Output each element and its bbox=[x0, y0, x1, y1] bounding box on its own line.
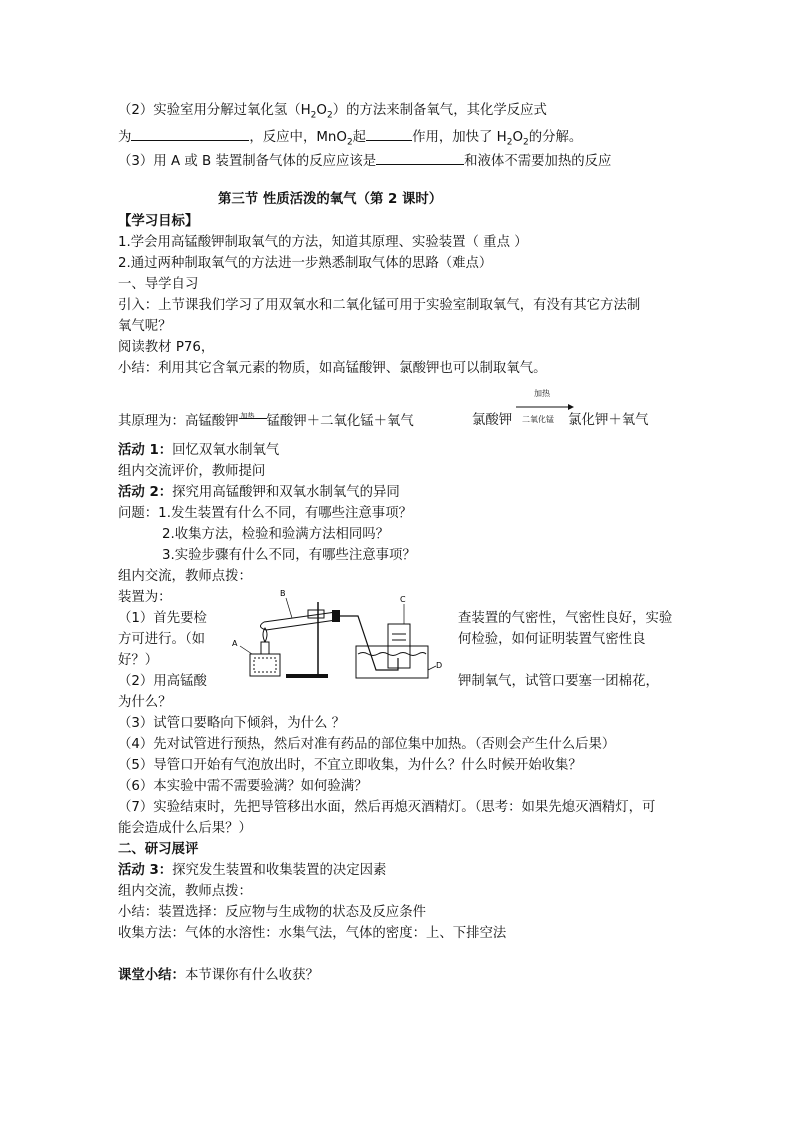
note-1c: 好？） bbox=[118, 653, 159, 668]
activity-1: 活动 1：回忆双氧水制氧气 bbox=[118, 443, 280, 458]
goals-heading: 【学习目标】 bbox=[118, 214, 199, 229]
intro-question-line-2: 氧气呢？ bbox=[118, 319, 172, 334]
activity-1-note: 组内交流评价，教师提问 bbox=[118, 464, 266, 479]
note-7-line-1: （7）实验结束时，先把导管移出水面，然后再熄灭酒精灯。（思考：如果先熄灭酒精灯，可 bbox=[118, 800, 656, 815]
note-1b-left: 方可进行。（如 bbox=[118, 632, 206, 647]
section-title: 第三节 性质活泼的氧气（第 2 课时） bbox=[218, 192, 443, 207]
answer-blank[interactable] bbox=[376, 150, 464, 165]
reaction-2-products: 氯化钾＋氧气 bbox=[568, 413, 649, 428]
intro-question-line-1: 引入：上节课我们学习了用双氧水和二氧化锰可用于实验室制取氧气，有没有其它方法制 bbox=[118, 298, 641, 313]
question-2-line-1: （2）实验室用分解过氧化氢$(H_2O_2)$的方法来制备氧气，其化学反应式 bbox=[118, 103, 547, 121]
answer-blank[interactable] bbox=[131, 126, 249, 141]
question-3: （3）用 A 或 B 装置制备气体的反应应该是 和液体不需要加热的反应 bbox=[118, 150, 611, 172]
discussion-note-2: 组内交流，教师点拨： bbox=[118, 884, 252, 899]
reaction-2-reactant: 氯酸钾 bbox=[472, 413, 513, 428]
note-7-line-2: 能会造成什么后果？） bbox=[118, 821, 252, 836]
summary-1: 小结：利用其它含氧元素的物质，如高锰酸钾、氯酸钾也可以制取氧气。 bbox=[118, 361, 547, 376]
answer-blank[interactable] bbox=[366, 126, 412, 141]
question-list-3: 3.实验步骤有什么不同，有哪些注意事项？ bbox=[162, 548, 416, 563]
note-5: （5）导管口开始有气泡放出时，不宜立即收集，为什么？什么时候开始收集？ bbox=[118, 758, 582, 773]
note-1b-right: 何检验，如何证明装置气密性良 bbox=[458, 632, 646, 647]
stopper bbox=[332, 610, 340, 622]
apparatus-svg bbox=[228, 588, 458, 684]
label-b: B bbox=[280, 589, 286, 598]
note-2-left: （2）用高锰酸 bbox=[118, 674, 207, 689]
question-list-2: 2.收集方法，检验和验满方法相同吗？ bbox=[162, 527, 390, 542]
note-1-left: （1）首先要检 bbox=[118, 611, 207, 626]
note-1-right: 查装置的气密性，气密性良好，实验 bbox=[458, 611, 673, 626]
activity-3: 活动 3：探究发生装置和收集装置的决定因素 bbox=[118, 863, 387, 878]
reaction-1-arrow: 加热 bbox=[239, 411, 267, 425]
note-6: （6）本实验中需不需要验满？如何验满？ bbox=[118, 779, 368, 794]
stand-base bbox=[286, 674, 328, 678]
principle-label: 其原理为： bbox=[118, 414, 185, 429]
water-trough bbox=[356, 646, 428, 678]
note-4: （4）先对试管进行预热，然后对准有药品的部位集中加热。（否则会产生什么后果） bbox=[118, 737, 616, 752]
part-2-heading: 二、研习展评 bbox=[118, 842, 199, 857]
device-label: 装置为： bbox=[118, 590, 172, 605]
class-summary: 课堂小结：本节课你有什么收获？ bbox=[118, 968, 319, 983]
note-2b: 为什么？ bbox=[118, 695, 172, 710]
note-3: （3）试管口要略向下倾斜，为什么 ？ bbox=[118, 716, 346, 731]
apparatus-diagram bbox=[228, 588, 458, 688]
label-c: C bbox=[400, 595, 406, 604]
reaction-2-arrow: 加热 二氧化锰 bbox=[516, 388, 574, 428]
note-2-right: 钾制氧气，试管口要塞一团棉花， bbox=[458, 674, 659, 689]
question-list-1: 问题：1.发生装置有什么不同，有哪些注意事项？ bbox=[118, 506, 412, 521]
collection-methods: 收集方法：气体的水溶性：水集气法，气体的密度：上、下排空法 bbox=[118, 926, 507, 941]
alcohol-lamp bbox=[250, 628, 280, 676]
test-tube bbox=[260, 610, 340, 630]
principle-line bbox=[118, 411, 414, 432]
goal-2: 2.通过两种制取氧气的方法进一步熟悉制取气体的思路（难点） bbox=[118, 256, 493, 271]
goal-1: 1.学会用高锰酸钾制取氧气的方法，知道其原理、实验装置（ 重点 ） bbox=[118, 235, 528, 250]
question-2-line-2: 为 ，反应中，MnO$_2$起 作用，加快了 $H_2O_2$的分解。 bbox=[118, 126, 582, 153]
label-a: A bbox=[232, 639, 238, 648]
activity-2: 活动 2：探究用高锰酸钾和双氧水制氧气的异同 bbox=[118, 485, 400, 500]
summary-2: 小结：装置选择：反应物与生成物的状态及反应条件 bbox=[118, 905, 426, 920]
reading-note: 阅读教材 P76， bbox=[118, 340, 215, 355]
discussion-note: 组内交流，教师点拨： bbox=[118, 569, 252, 584]
label-d: D bbox=[436, 661, 443, 670]
reaction-1-products: 锰酸钾＋二氧化锰＋氧气 bbox=[266, 414, 414, 429]
part-1-heading: 一、导学自习 bbox=[118, 277, 199, 292]
reaction-1-reactant: 高锰酸钾 bbox=[184, 414, 239, 429]
